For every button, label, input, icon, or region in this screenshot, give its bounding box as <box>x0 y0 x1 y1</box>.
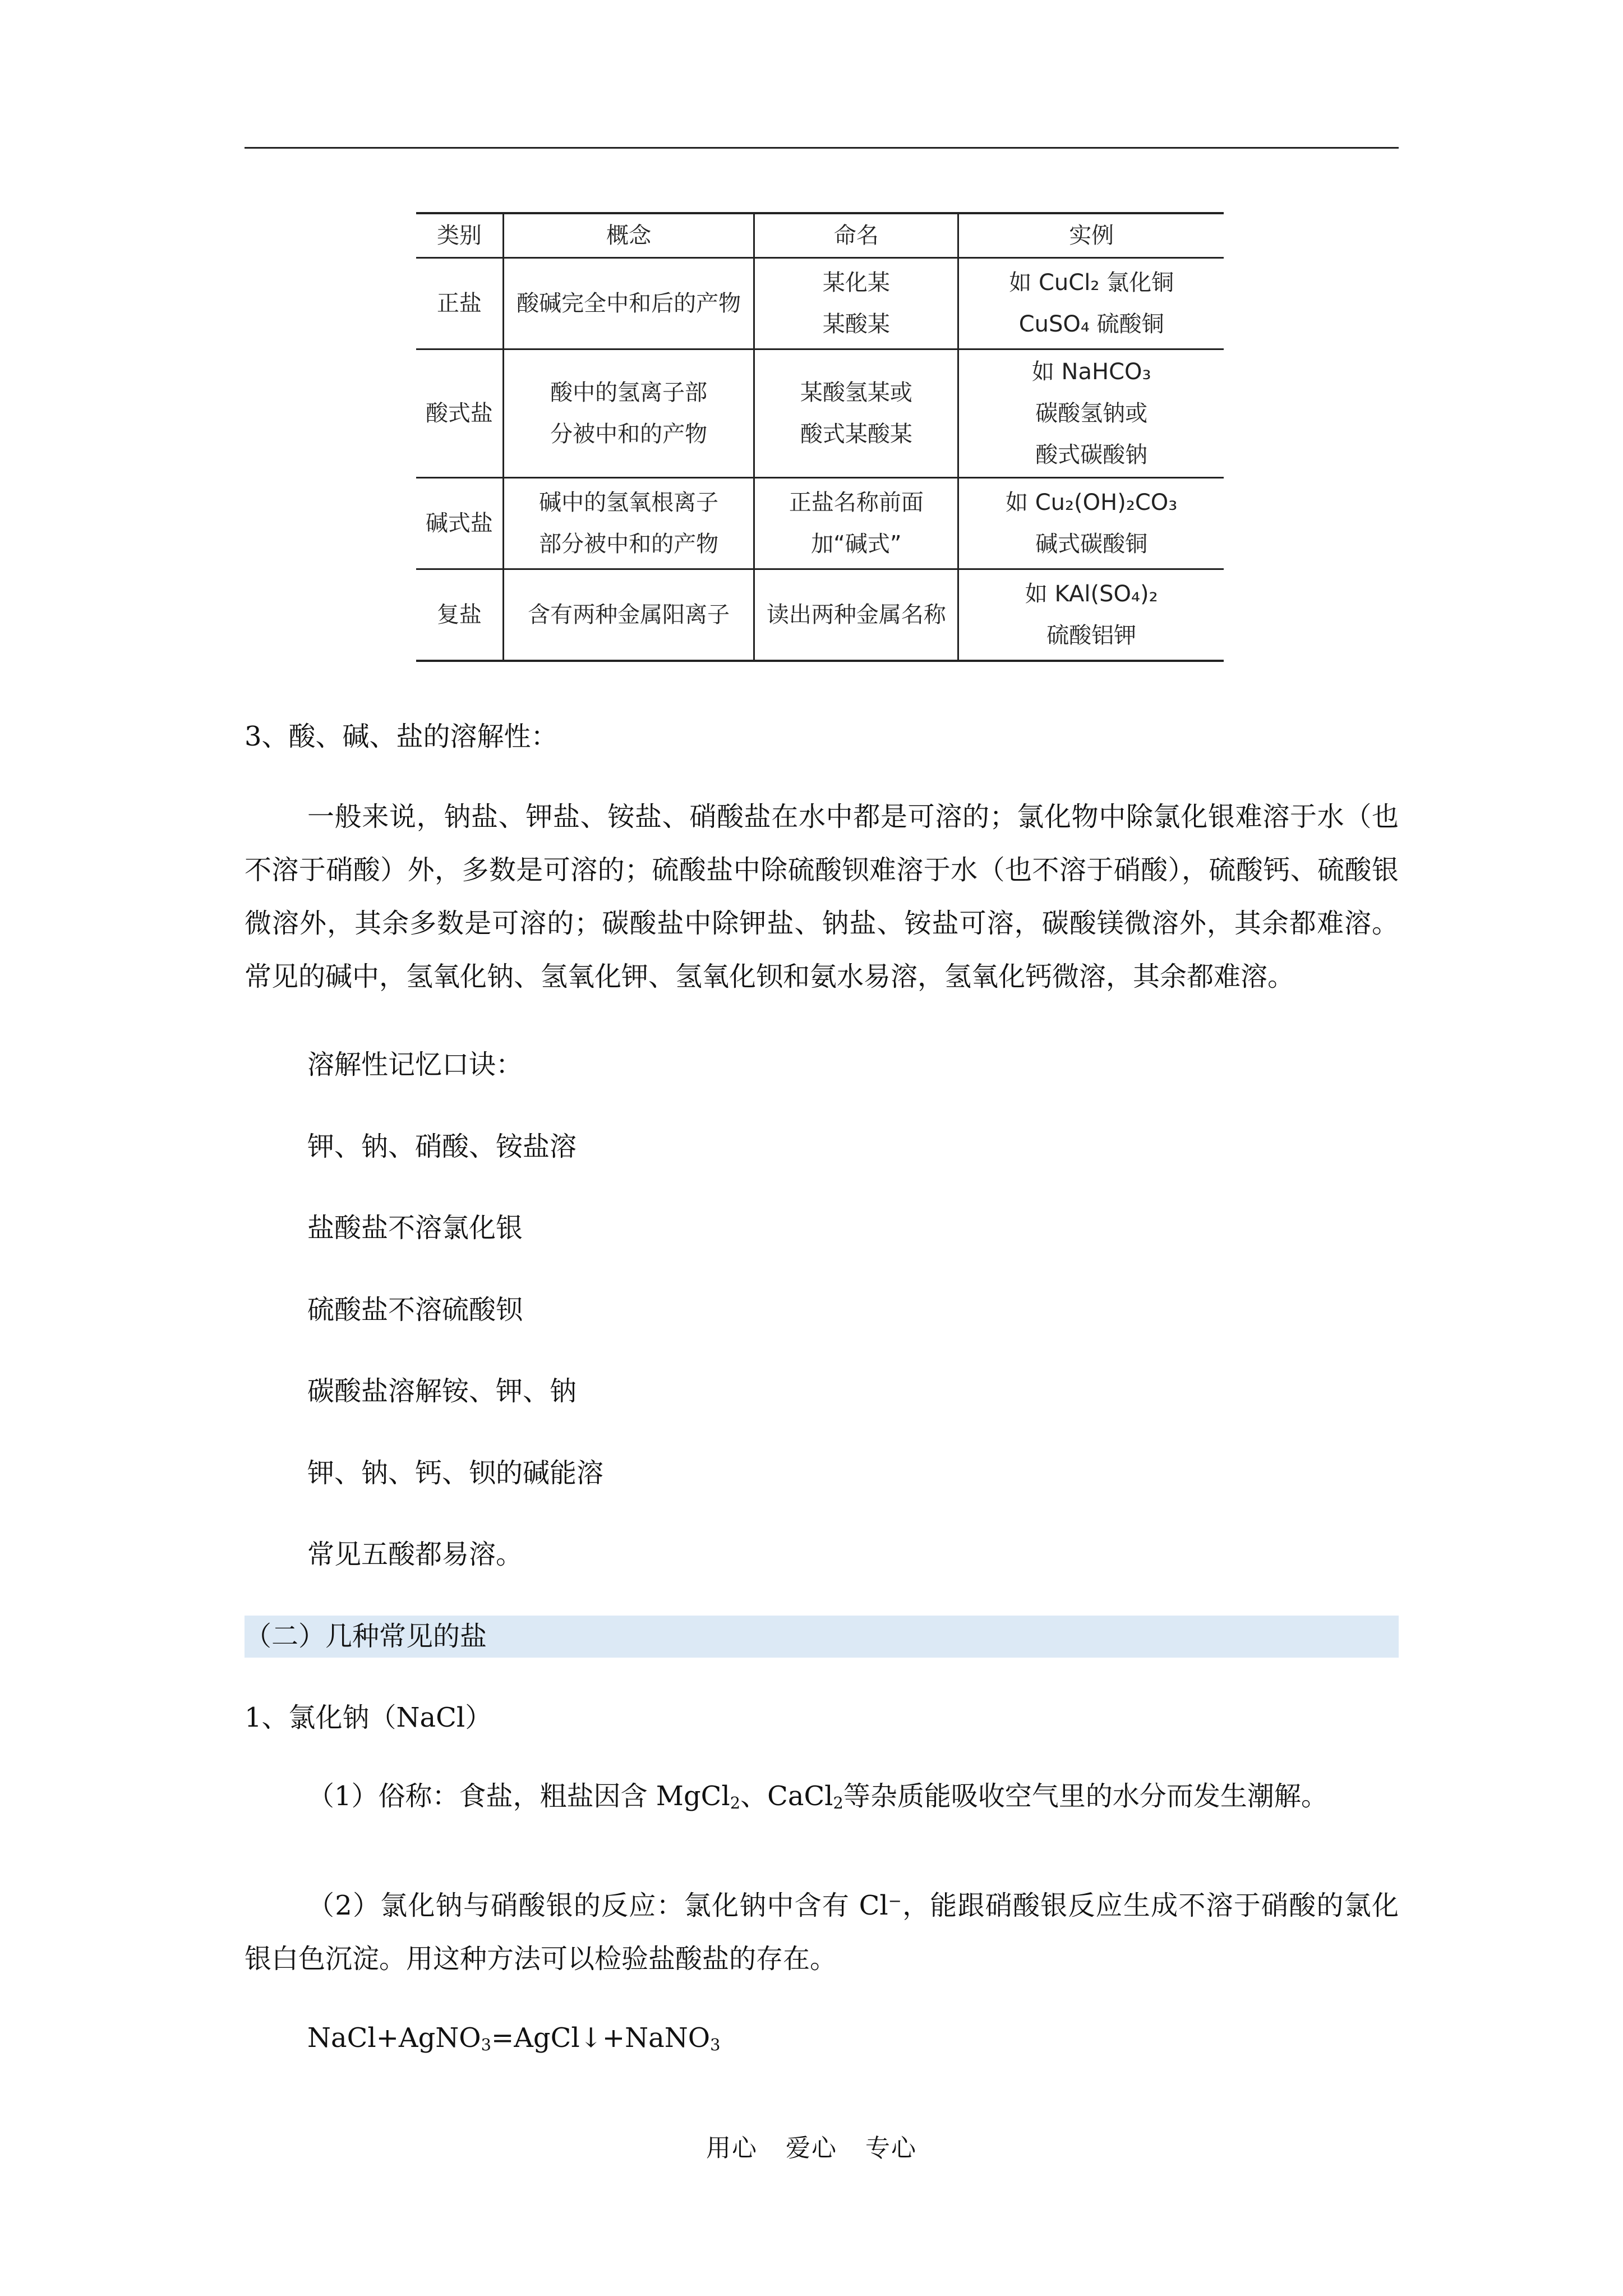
mnemonic-title: 溶解性记忆口诀： <box>307 1049 523 1080</box>
mnemonic-line: 盐酸盐不溶氯化银 <box>307 1212 523 1244</box>
mnemonic-line: 常见五酸都易溶。 <box>307 1539 523 1570</box>
table-header-row <box>416 213 1224 258</box>
mnemonic-line: 钾、钠、钙、钡的碱能溶 <box>307 1457 604 1489</box>
salt-classification-table <box>416 212 1224 662</box>
table-row <box>416 258 1224 349</box>
section-heading: （二）几种常见的盐 <box>245 1621 487 1652</box>
cell-type: 正盐 <box>416 258 503 349</box>
header-naming: 命名 <box>754 213 958 258</box>
heading-nacl: 1、氯化钠（NaCl） <box>245 1702 492 1733</box>
cell-naming: 某化某 某酸某 <box>754 258 958 349</box>
cell-naming: 某酸氢某或 酸式某酸某 <box>754 349 958 478</box>
page-footer: 用心 爱心 专心 <box>706 2134 917 2162</box>
header-example: 实例 <box>958 213 1224 258</box>
cell-concept: 酸中的氢离子部 分被中和的产物 <box>503 349 754 478</box>
solubility-paragraph: 一般来说，钠盐、钾盐、铵盐、硝酸盐在水中都是可溶的；氯化物中除氯化银难溶于水（也不溶于硝酸）外，多数是可溶的；硫酸盐中除硫酸钡难溶于水（也不溶于硝酸），硫酸钙、硫酸银微溶外，其余多数是可溶的；碳酸盐中除钾盐、钠盐、铵盐可溶，碳酸镁微溶外，其余都难溶。常见的碱中，氢氧化钠、氢氧化钾、氢氧化钡和氨水易溶，氢氧化钙微溶，其余都难溶。 <box>245 801 1399 992</box>
cell-concept: 碱中的氢氧根离子 部分被中和的产物 <box>503 478 754 569</box>
cell-concept: 含有两种金属阳离子 <box>503 569 754 661</box>
header-rule <box>245 147 1399 149</box>
cell-type: 酸式盐 <box>416 349 503 478</box>
table-row <box>416 349 1224 478</box>
cell-concept: 酸碱完全中和后的产物 <box>503 258 754 349</box>
cell-example: 如 KAl(SO₄)₂ 硫酸铝钾 <box>958 569 1224 661</box>
cell-naming: 读出两种金属名称 <box>754 569 958 661</box>
reaction-equation: NaCl+AgNO$_3$=AgCl↓+NaNO$_3$ <box>307 2022 721 2054</box>
mnemonic-line: 碳酸盐溶解铵、钾、钠 <box>307 1375 577 1407</box>
header-type: 类别 <box>416 213 503 258</box>
heading-solubility: 3、酸、碱、盐的溶解性： <box>245 721 558 752</box>
table-row <box>416 478 1224 569</box>
nacl-common-name-paragraph: （1）俗称：食盐，粗盐因含 MgCl$_2$、CaCl$_2$等杂质能吸收空气里的水分而发生潮解。 <box>307 1780 1328 1812</box>
cell-example: 如 CuCl₂ 氯化铜 CuSO₄ 硫酸铜 <box>958 258 1224 349</box>
cell-example: 如 NaHCO₃ 碳酸氢钠或 酸式碳酸钠 <box>958 349 1224 478</box>
table-row <box>416 569 1224 661</box>
cell-type: 碱式盐 <box>416 478 503 569</box>
mnemonic-line: 钾、钠、硝酸、铵盐溶 <box>307 1131 577 1162</box>
nacl-silver-nitrate-paragraph: （2）氯化钠与硝酸银的反应：氯化钠中含有 Cl−，能跟硝酸银反应生成不溶于硝酸的氯化银白色沉淀。用这种方法可以检验盐酸盐的存在。 <box>245 1890 1399 1975</box>
mnemonic-line: 硫酸盐不溶硫酸钡 <box>307 1294 523 1326</box>
cell-type: 复盐 <box>416 569 503 661</box>
header-concept: 概念 <box>503 213 754 258</box>
cell-naming: 正盐名称前面 加“碱式” <box>754 478 958 569</box>
cell-example: 如 Cu₂(OH)₂CO₃ 碱式碳酸铜 <box>958 478 1224 569</box>
section-heading-bar <box>245 1616 1399 1658</box>
